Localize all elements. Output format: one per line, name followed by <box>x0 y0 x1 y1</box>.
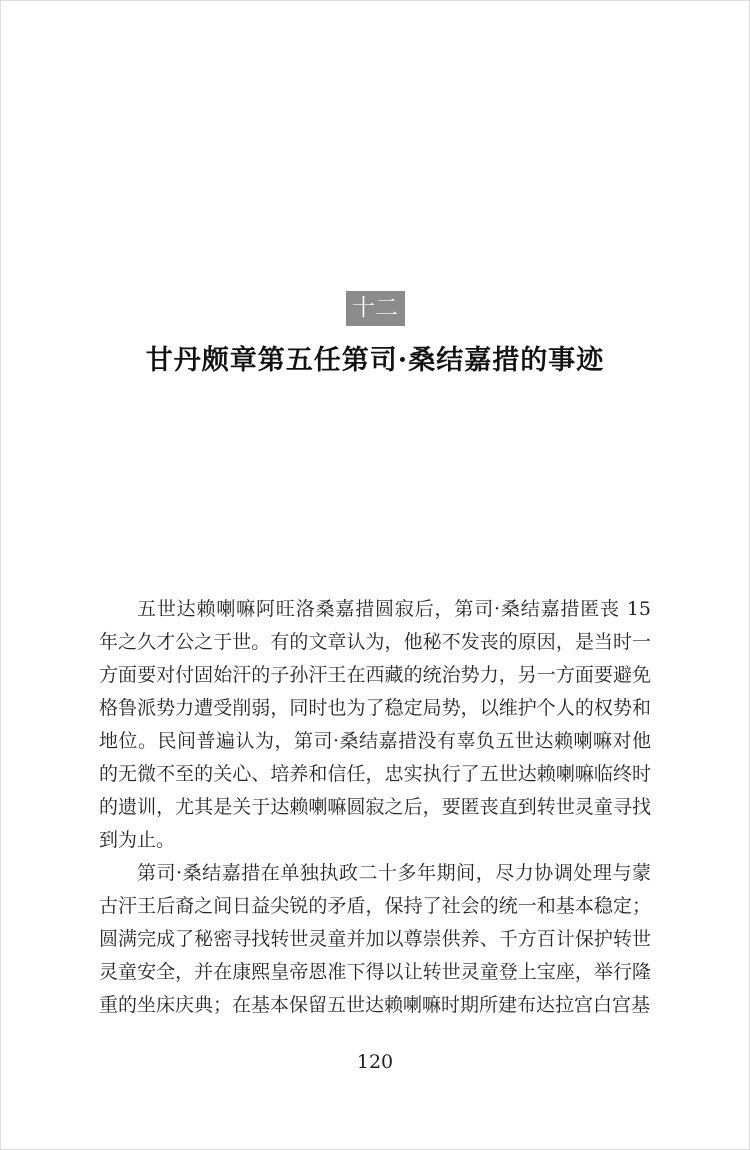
paragraph-2: 第司·桑结嘉措在单独执政二十多年期间，尽力协调处理与蒙古汗王后裔之间日益尖锐的矛盾，保持了社会的统一和基本稳定；圆满完成了秘密寻找转世灵童并加以尊崇供养、千方百计保护转世灵童安全，并在康熙皇帝恩准下得以让转世灵童登上宝座，举行隆重的坐床庆典；在基本保留五世达赖喇嘛时期所建布达拉宫白宫基 <box>99 862 651 1016</box>
page-number: 120 <box>356 1051 394 1073</box>
chapter-number-badge: 十二 <box>346 291 405 326</box>
chapter-badge-row <box>0 291 750 326</box>
paragraph-1: 五世达赖喇嘛阿旺洛桑嘉措圆寂后，第司·桑结嘉措匿丧 15 年之久才公之于世。有的文章认为，他秘不发丧的原因，是当时一方面要对付固始汗的子孙汗王在西藏的统治势力，另一方面要避免格鲁派势力遭受削弱，同时也为了稳定局势，以维护个人的权势和地位。民间普遍认为，第司·桑结嘉措没有辜负五世达赖喇嘛对他的无微不至的关心、培养和信任，忠实执行了五世达赖喇嘛临终时的遗训，尤其是关于达赖喇嘛圆寂之后，要匿丧直到转世灵童寻找到为止。 <box>99 598 651 851</box>
chapter-title: 甘丹颇章第五任第司·桑结嘉措的事迹 <box>145 345 605 376</box>
body-text <box>99 593 651 1022</box>
